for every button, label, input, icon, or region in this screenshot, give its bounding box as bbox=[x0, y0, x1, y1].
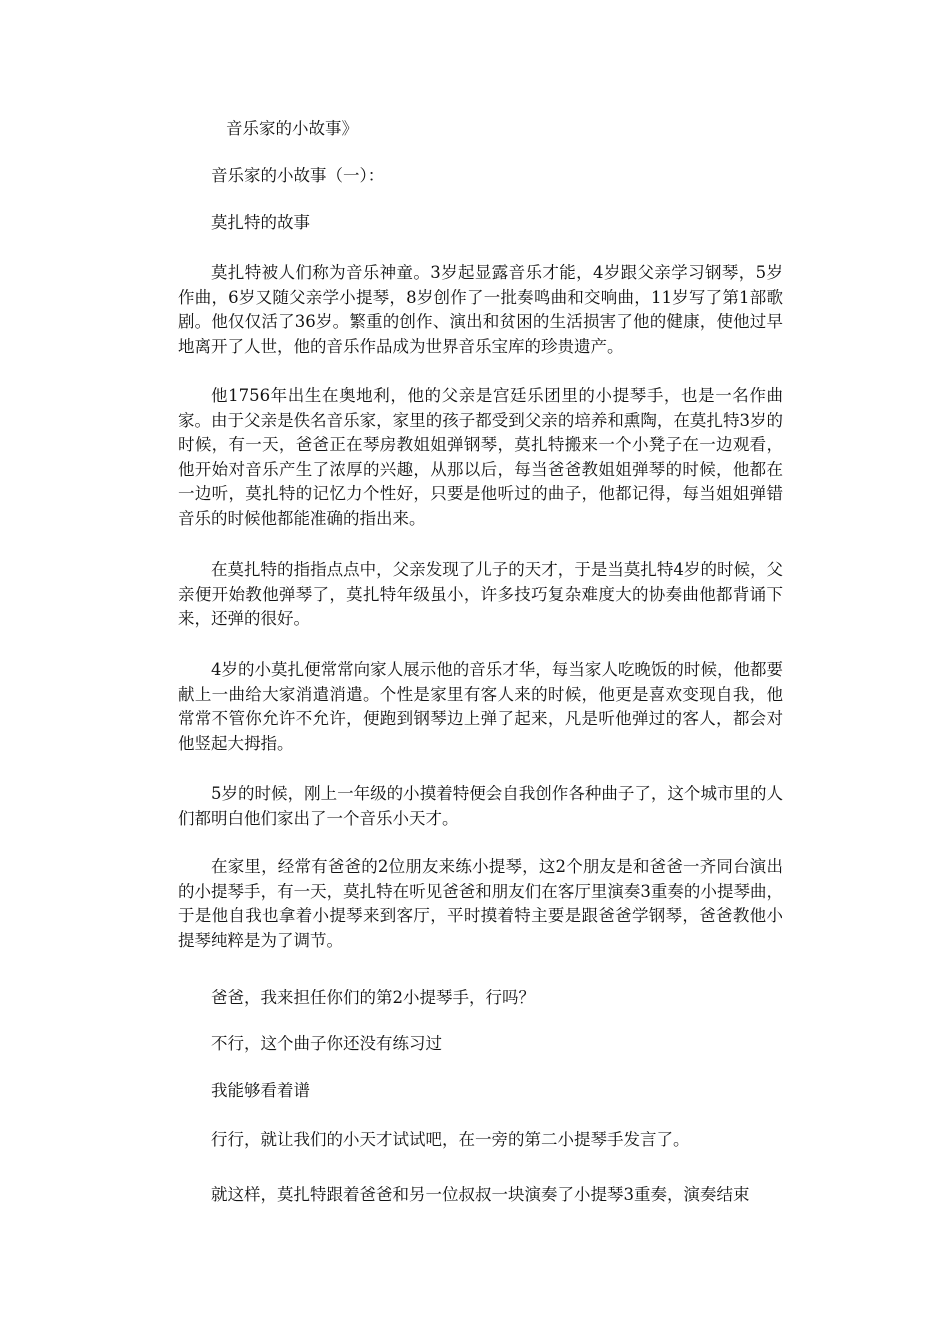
paragraph-1: 莫扎特被人们称为音乐神童。3岁起显露音乐才能，4岁跟父亲学习钢琴，5岁作曲，6岁又随父亲学小提琴，8岁创作了一批奏鸣曲和交响曲，11岁写了第1部歌剧。他仅仅活了36岁。繁重的创作、演出和贫困的生活损害了他的健康，使他过早地离开了人世，他的音乐作品成为世界音乐宝库的珍贵遗产。 bbox=[178, 263, 783, 356]
paragraph-6: 在家里，经常有爸爸的2位朋友来练小提琴，这2个朋友是和爸爸一齐同台演出的小提琴手，有一天，莫扎特在听见爸爸和朋友们在客厅里演奏3重奏的小提琴曲，于是他自我也拿着小提琴来到客厅，平时摸着特主要是跟爸爸学钢琴，爸爸教他小提琴纯粹是为了调节。 bbox=[178, 857, 783, 950]
dialogue-line-1: 爸爸，我来担任你们的第2小提琴手，行吗？ bbox=[211, 988, 535, 1007]
dialogue-line-4: 行行，就让我们的小天才试试吧，在一旁的第二小提琴手发言了。 bbox=[211, 1130, 690, 1149]
paragraph-5: 5岁的时候，刚上一年级的小摸着特便会自我创作各种曲子了，这个城市里的人们都明白他们家出了一个音乐小天才。 bbox=[178, 784, 783, 828]
paragraph-2: 他1756年出生在奥地利，他的父亲是宫廷乐团里的小提琴手，也是一名作曲家。由于父亲是佚名音乐家，家里的孩子都受到父亲的培养和熏陶，在莫扎特3岁的时候，有一天，爸爸正在琴房教姐姐弹钢琴，莫扎特搬来一个小凳子在一边观看，他开始对音乐产生了浓厚的兴趣，从那以后，每当爸爸教姐姐弹琴的时候，他都在一边听，莫扎特的记忆力个性好，只要是他听过的曲子，他都记得，每当姐姐弹错音乐的时候他都能准确的指出来。 bbox=[178, 386, 783, 528]
story-title: 莫扎特的故事 bbox=[211, 213, 310, 232]
paragraph-3: 在莫扎特的指指点点中，父亲发现了儿子的天才，于是当莫扎特4岁的时候，父亲便开始教他弹琴了，莫扎特年级虽小，许多技巧复杂难度大的协奏曲他都背诵下来，还弹的很好。 bbox=[178, 560, 783, 628]
dialogue-line-2: 不行，这个曲子你还没有练习过 bbox=[211, 1034, 442, 1053]
dialogue-line-5: 就这样，莫扎特跟着爸爸和另一位叔叔一块演奏了小提琴3重奏，演奏结束 bbox=[211, 1185, 750, 1204]
section-heading: 音乐家的小故事（一）： bbox=[211, 166, 385, 185]
dialogue-line-3: 我能够看着谱 bbox=[211, 1081, 310, 1100]
paragraph-4: 4岁的小莫扎便常常向家人展示他的音乐才华，每当家人吃晚饭的时候，他都要献上一曲给大家消遣消遣。个性是家里有客人来的时候，他更是喜欢变现自我，他常常不管你允许不允许，便跑到钢琴边上弹了起来，凡是听他弹过的客人，都会对他竖起大拇指。 bbox=[178, 660, 783, 753]
document-title: 音乐家的小故事》 bbox=[226, 119, 358, 138]
